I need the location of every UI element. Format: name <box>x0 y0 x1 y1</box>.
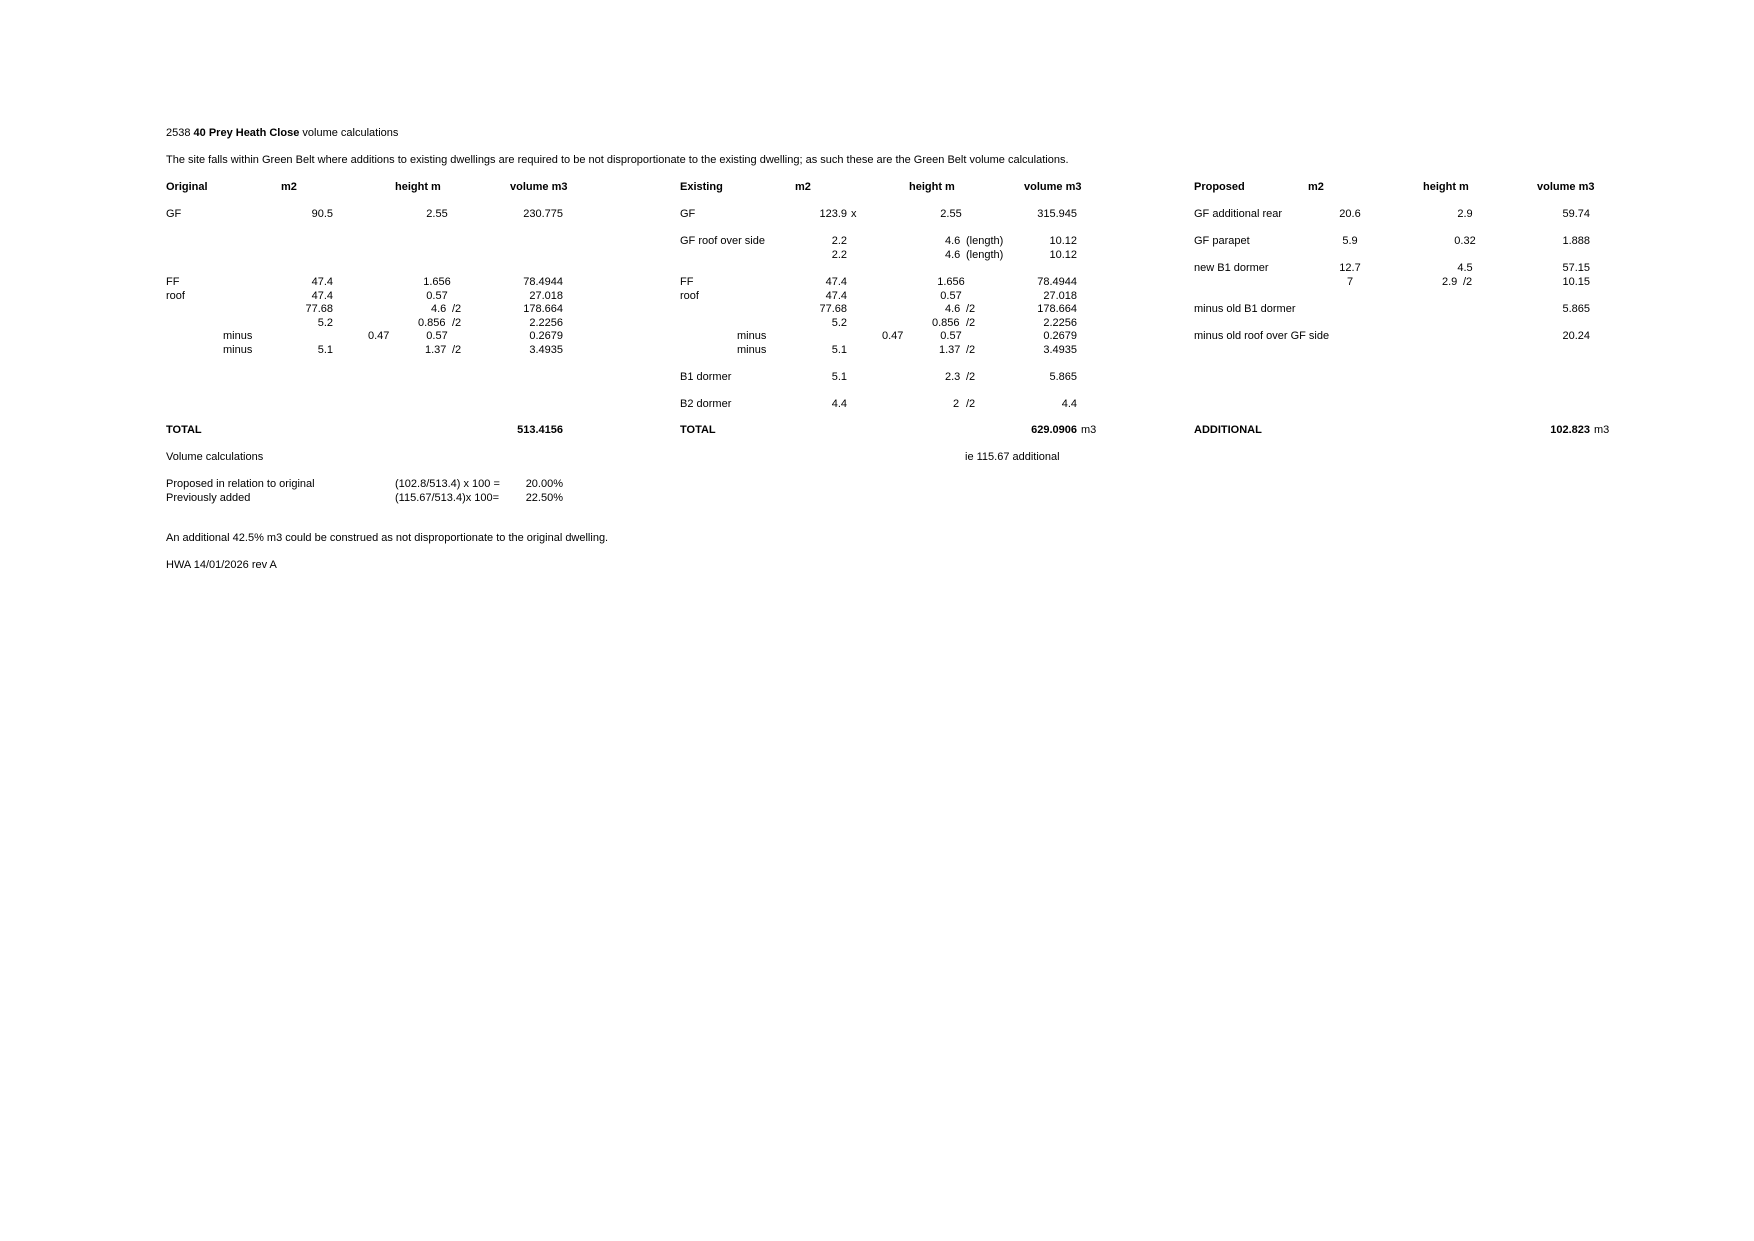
cell-percent: 22.50% <box>525 492 563 504</box>
cell-volume: 178.664 <box>1037 303 1077 315</box>
cell-volume: 27.018 <box>1043 290 1077 302</box>
cell-note: (length) <box>966 235 1004 247</box>
height-header: height m <box>909 181 955 193</box>
cell-volume: 10.12 <box>1049 249 1077 261</box>
cell-m2: 5.2 <box>831 317 847 329</box>
cell-height: 0.57 <box>940 290 962 302</box>
cell-extra: 0.47 <box>882 330 904 342</box>
cell-m2: 12.7 <box>1339 262 1361 274</box>
title-suffix: volume calculations <box>302 127 399 139</box>
cell-m2: 5.9 <box>1342 235 1358 247</box>
cell-divisor: /2 <box>966 303 976 315</box>
cell-m2: 2.2 <box>831 235 847 247</box>
cell-volume: 5.865 <box>1562 303 1590 315</box>
cell-height: 0.856 <box>418 317 446 329</box>
row-label: Proposed in relation to original <box>166 478 315 490</box>
cell-m2: 47.4 <box>825 290 847 302</box>
m2-header: m2 <box>281 181 297 193</box>
row-label: GF parapet <box>1194 235 1250 247</box>
row-label: roof <box>166 290 185 302</box>
cell-m2: 5.1 <box>831 344 847 356</box>
cell-divisor: /2 <box>966 317 976 329</box>
row-label: minus <box>737 344 767 356</box>
cell-height: 2.55 <box>940 208 962 220</box>
cell-volume: 20.24 <box>1562 330 1590 342</box>
cell-divisor: /2 <box>452 344 462 356</box>
cell-m2: 2.2 <box>831 249 847 261</box>
cell-volume: 2.2256 <box>529 317 563 329</box>
row-label: minus old roof over GF side <box>1194 330 1330 342</box>
cell-extra: 0.47 <box>368 330 390 342</box>
cell-height: 0.57 <box>426 290 448 302</box>
cell-m2: 77.68 <box>305 303 333 315</box>
cell-height: 2.3 <box>945 371 961 383</box>
cell-height: 4.6 <box>945 235 961 247</box>
cell-m2: 4.4 <box>831 398 847 410</box>
cell-height: 4.5 <box>1457 262 1473 274</box>
cell-volume: 5.865 <box>1049 371 1077 383</box>
page-title <box>166 127 398 140</box>
cell-height: 1.656 <box>937 276 965 288</box>
volume-header: volume m3 <box>1024 181 1082 193</box>
cell-m2: 7 <box>1346 276 1354 288</box>
cell-note: (length) <box>966 249 1004 261</box>
height-header: height m <box>1423 181 1469 193</box>
cell-volume: 4.4 <box>1061 398 1077 410</box>
original-total: 513.4156 <box>517 424 563 436</box>
cell-m2: 90.5 <box>311 208 333 220</box>
cell-height: 0.32 <box>1454 235 1476 247</box>
cell-height: 1.656 <box>423 276 451 288</box>
total-label: TOTAL <box>680 424 716 436</box>
cell-volume: 1.888 <box>1562 235 1590 247</box>
cell-m2: 5.1 <box>317 344 333 356</box>
intro-text: The site falls within Green Belt where additions to existing dwellings are required to be not disproportionate to the existing dwelling; as such these are the Green Belt volume calculations. <box>166 154 1069 166</box>
original-heading: Original <box>166 181 208 193</box>
additional-label: ADDITIONAL <box>1194 424 1262 436</box>
cell-x: x <box>851 208 857 220</box>
summary-heading: Volume calculations <box>166 451 264 463</box>
row-label: B1 dormer <box>680 371 732 383</box>
cell-m2: 123.9 <box>819 208 847 220</box>
cell-volume: 78.4944 <box>1037 276 1077 288</box>
total-unit: m3 <box>1594 424 1610 436</box>
cell-m2: 47.4 <box>311 290 333 302</box>
cell-m2: 47.4 <box>825 276 847 288</box>
cell-volume: 10.15 <box>1562 276 1590 288</box>
cell-divisor: /2 <box>1463 276 1473 288</box>
cell-volume: 57.15 <box>1562 262 1590 274</box>
cell-height: 4.6 <box>431 303 447 315</box>
cell-volume: 315.945 <box>1037 208 1077 220</box>
row-label: B2 dormer <box>680 398 732 410</box>
row-label: minus <box>223 330 253 342</box>
footer-revision: HWA 14/01/2026 rev A <box>166 559 277 571</box>
row-label: new B1 dormer <box>1194 262 1269 274</box>
height-header: height m <box>395 181 441 193</box>
cell-volume: 3.4935 <box>1043 344 1077 356</box>
row-label: GF <box>680 208 696 220</box>
site-name: 40 Prey Heath Close <box>193 127 300 139</box>
volume-header: volume m3 <box>510 181 568 193</box>
cell-volume: 78.4944 <box>523 276 563 288</box>
existing-heading: Existing <box>680 181 723 193</box>
row-label: roof <box>680 290 699 302</box>
cell-height: 0.856 <box>932 317 960 329</box>
cell-divisor: /2 <box>452 303 462 315</box>
total-unit: m3 <box>1081 424 1097 436</box>
cell-divisor: /2 <box>966 398 976 410</box>
existing-total: 629.0906 <box>1031 424 1077 436</box>
cell-volume: 59.74 <box>1562 208 1590 220</box>
cell-volume: 0.2679 <box>529 330 563 342</box>
row-label: FF <box>166 276 180 288</box>
cell-height: 4.6 <box>945 249 961 261</box>
row-label: minus <box>737 330 767 342</box>
cell-height: 2.9 <box>1457 208 1473 220</box>
volume-header: volume m3 <box>1537 181 1595 193</box>
row-label: GF roof over side <box>680 235 765 247</box>
cell-formula: (102.8/513.4) x 100 = <box>395 478 500 490</box>
cell-volume: 10.12 <box>1049 235 1077 247</box>
cell-divisor: /2 <box>966 344 976 356</box>
row-label: GF additional rear <box>1194 208 1283 220</box>
cell-m2: 5.1 <box>831 371 847 383</box>
cell-divisor: /2 <box>452 317 462 329</box>
row-label: Previously added <box>166 492 251 504</box>
cell-height: 2.9 <box>1442 276 1458 288</box>
row-label: minus old B1 dormer <box>1194 303 1296 315</box>
cell-m2: 77.68 <box>819 303 847 315</box>
m2-header: m2 <box>795 181 811 193</box>
cell-height: 2 <box>953 398 960 410</box>
cell-volume: 27.018 <box>529 290 563 302</box>
cell-volume: 178.664 <box>523 303 563 315</box>
m2-header: m2 <box>1308 181 1324 193</box>
cell-height: 1.37 <box>425 344 447 356</box>
total-label: TOTAL <box>166 424 202 436</box>
cell-volume: 3.4935 <box>529 344 563 356</box>
cell-percent: 20.00% <box>525 478 563 490</box>
cell-height: 0.57 <box>426 330 448 342</box>
cell-m2: 20.6 <box>1339 208 1361 220</box>
cell-divisor: /2 <box>966 371 976 383</box>
cell-formula: (115.67/513.4)x 100= <box>395 492 500 504</box>
cell-height: 2.55 <box>426 208 448 220</box>
cell-volume: 230.775 <box>523 208 563 220</box>
row-label: GF <box>166 208 182 220</box>
job-number: 2538 <box>166 127 191 139</box>
row-label: FF <box>680 276 694 288</box>
additional-total: 102.823 <box>1550 424 1590 436</box>
conclusion-text: An additional 42.5% m3 could be construed as not disproportionate to the original dwelling. <box>166 532 609 544</box>
proposed-heading: Proposed <box>1194 181 1245 193</box>
cell-height: 1.37 <box>939 344 961 356</box>
row-label: minus <box>223 344 253 356</box>
cell-volume: 2.2256 <box>1043 317 1077 329</box>
cell-m2: 5.2 <box>317 317 333 329</box>
cell-m2: 47.4 <box>311 276 333 288</box>
cell-volume: 0.2679 <box>1043 330 1077 342</box>
cell-height: 4.6 <box>945 303 961 315</box>
cell-height: 0.57 <box>940 330 962 342</box>
existing-note: ie 115.67 additional <box>965 451 1060 463</box>
